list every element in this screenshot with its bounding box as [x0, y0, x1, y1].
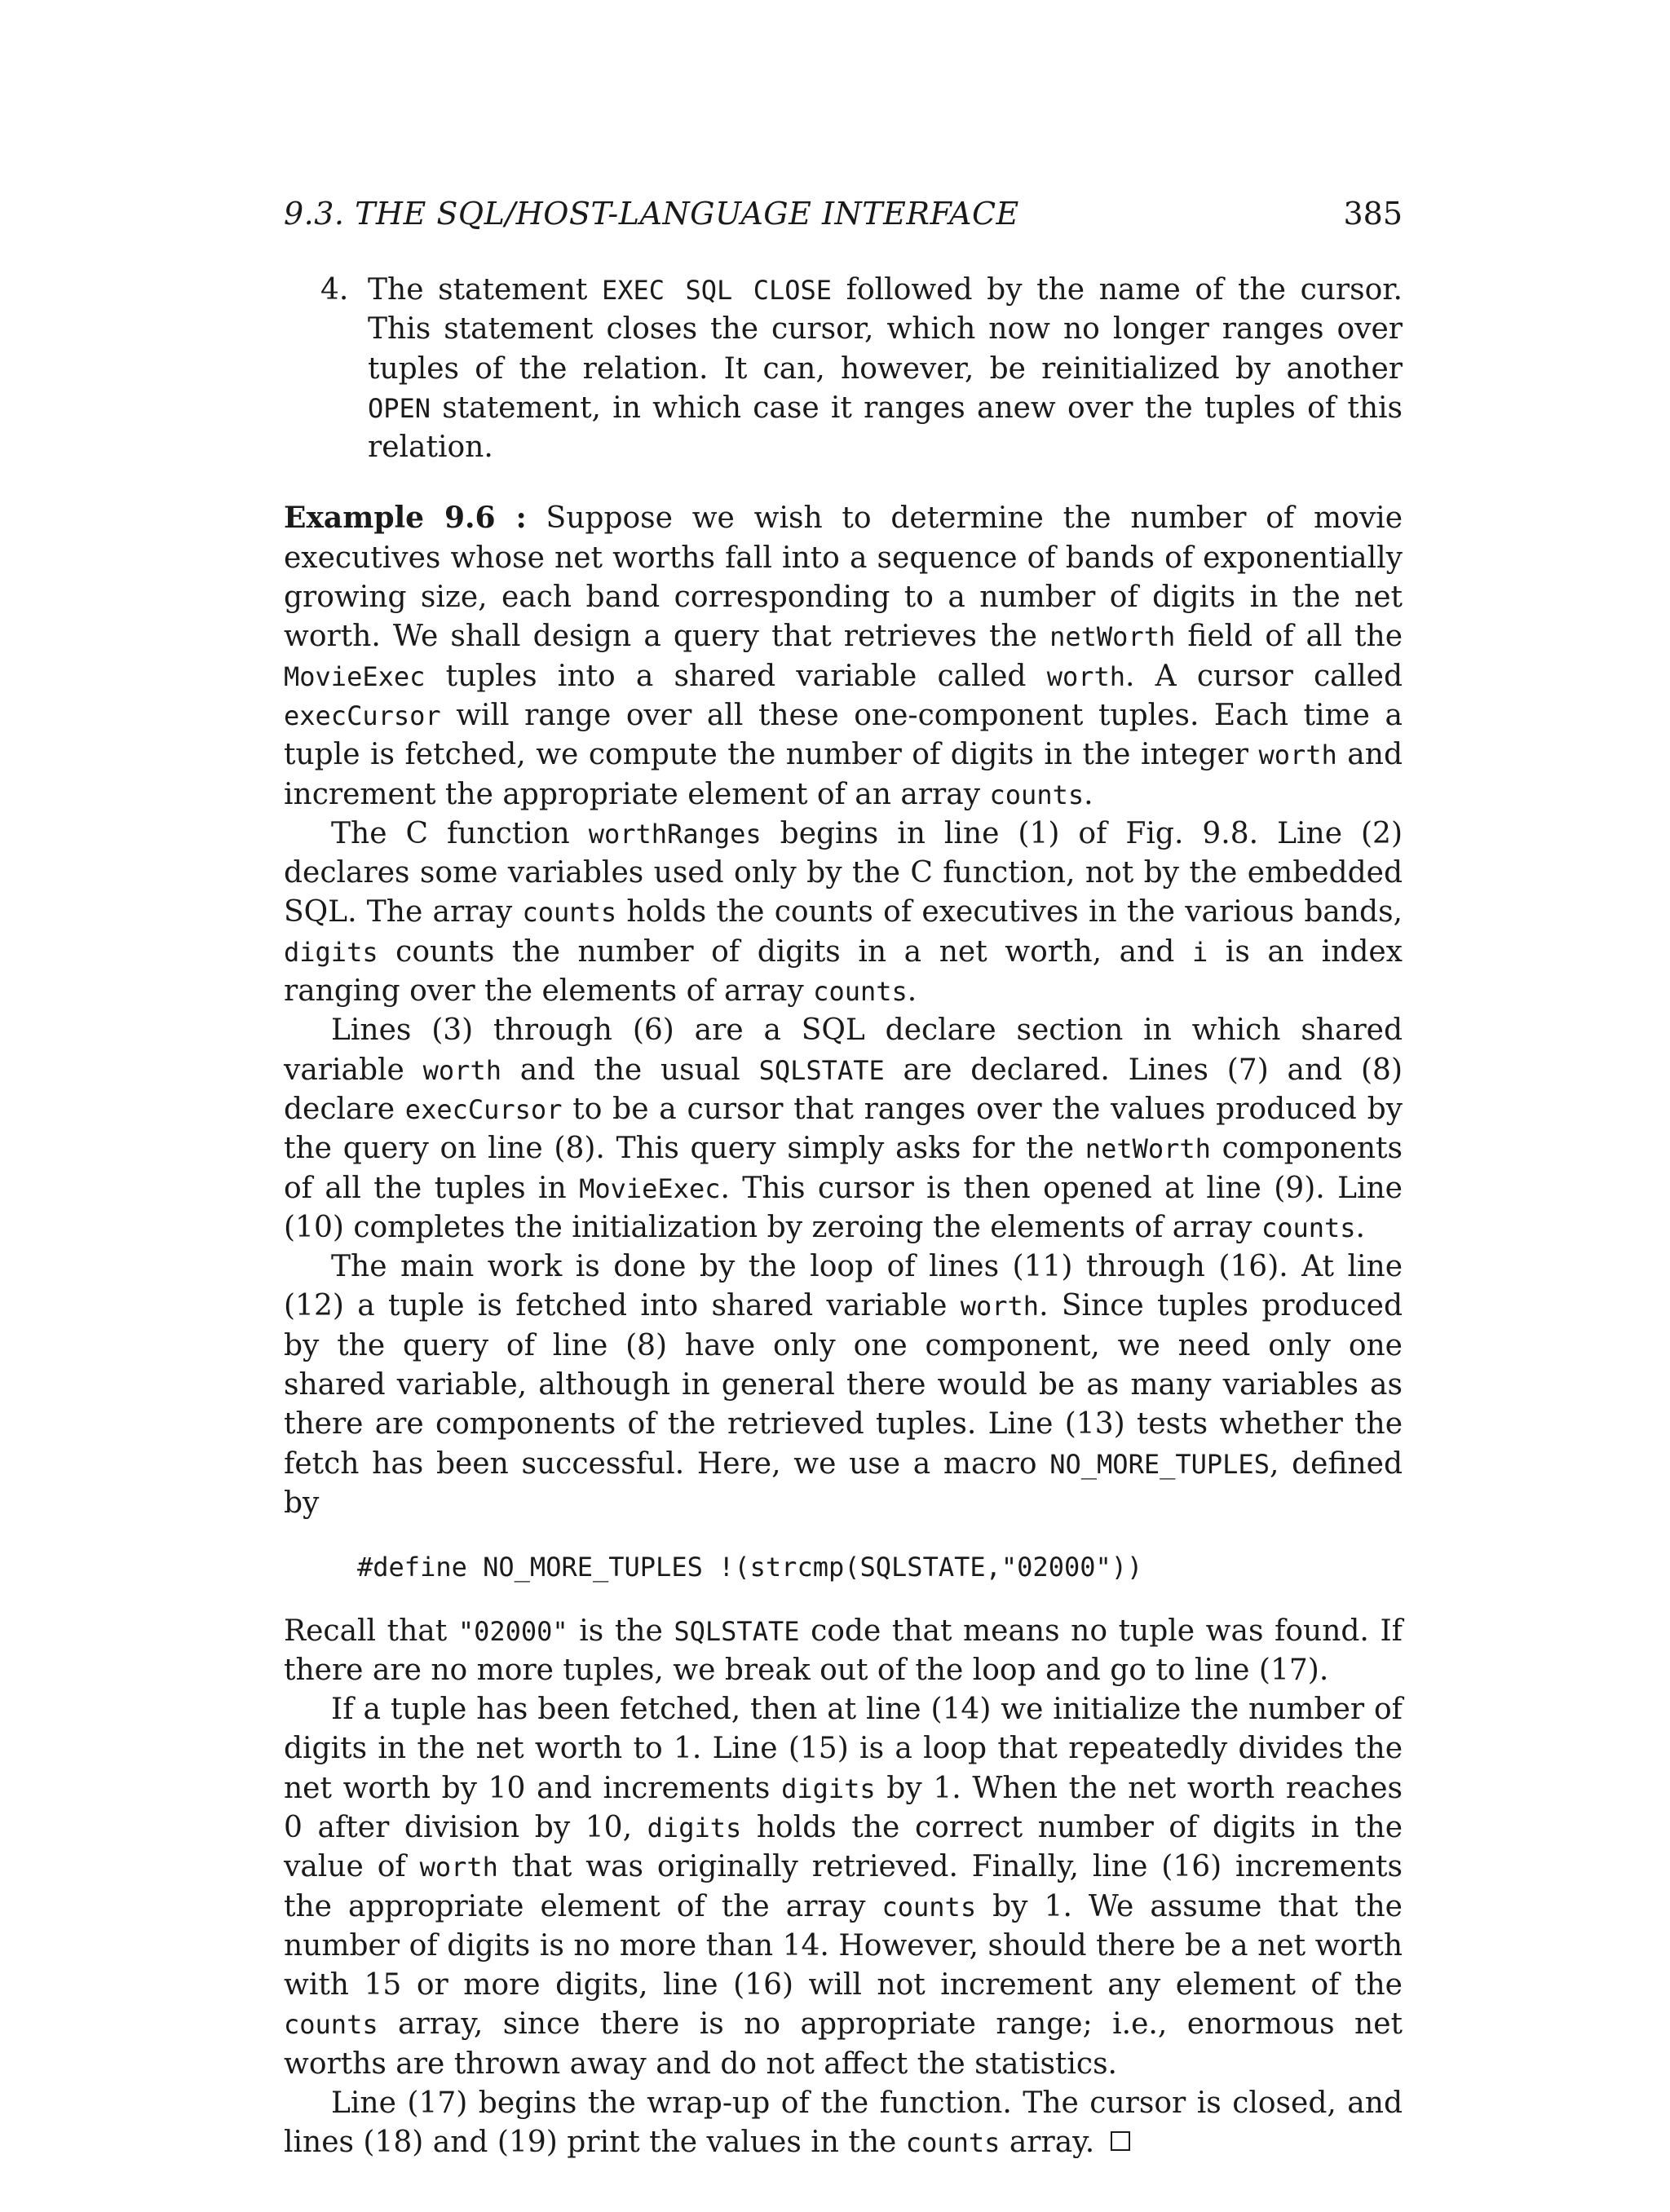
code-term: execCursor	[404, 1093, 563, 1125]
text-run: . Since tuples produced by the query of line (8) have only one component, we need only one shared variable, although in general there would be as many variables as there are components of the retrieved tuples. Line (13) tests whether the fetch has been successful. Here, we use a macro	[284, 1289, 1403, 1481]
text-run: is the	[568, 1614, 674, 1648]
list-item-4	[284, 271, 1403, 467]
text-run: Suppose we wish to determine the number of movie executives whose net worths fall into a sequence of bands of exponentially growing size, each band corresponding to a number of digits in the net worth. We shall design a query that retrieves the	[284, 501, 1403, 654]
code-term: digits	[284, 936, 378, 968]
text-run: tuples into a shared variable called	[425, 659, 1047, 693]
text-run: to be a cursor that ranges over the values produced by the query on line (8). This query simply asks for the	[284, 1092, 1403, 1166]
example-label: Example 9.6 :	[284, 501, 527, 536]
text-run: holds the correct number of digits in the value of	[284, 1810, 1403, 1884]
code-term: SQLSTATE	[674, 1615, 800, 1647]
text-run: , defined by	[284, 1446, 1403, 1520]
code-term: worth	[960, 1291, 1040, 1322]
text-run: is an index ranging over the elements of array	[284, 934, 1403, 1009]
code-term: SQLSTATE	[758, 1054, 885, 1086]
text-run: and increment the appropriate element of an array	[284, 738, 1403, 811]
code-term: worthRanges	[588, 818, 762, 850]
text-run: .	[907, 974, 917, 1009]
text-run: code that means no tuple was found. If there are no more tuples, we break out of the loop and go to line (17).	[284, 1614, 1403, 1687]
text-run: and the usual	[501, 1053, 759, 1087]
code-term: digits	[647, 1812, 742, 1843]
text-run: by 1. We assume that the number of digits is no more than 14. However, should there be a net worth with 15 or more digits, line (16) will not increment any element of the	[284, 1889, 1403, 2002]
text-run: array.	[1000, 2126, 1095, 2160]
code-term: OPEN	[368, 392, 431, 424]
text-run: will range over all these one-component tuples. Each time a tuple is fetched, we compute the number of digits in the integer	[284, 698, 1403, 772]
code-term: counts	[1261, 1212, 1356, 1243]
code-term: counts	[881, 1891, 977, 1923]
paragraph-tuple-fetched	[284, 1690, 1403, 2084]
code-term: worth	[419, 1852, 498, 1883]
text-run: The C function	[331, 816, 589, 850]
text-run: by 1. When the net worth reaches 0 after division by 10,	[284, 1771, 1403, 1844]
code-term: netWorth	[1049, 621, 1176, 653]
code-term: counts	[284, 2009, 378, 2041]
text-run: followed by the name of the cursor. This statement closes the cursor, which now no longer ranges over tuples of the relation. It can, however, be reinitialized by another	[368, 273, 1403, 386]
text-run: .	[1084, 777, 1093, 811]
text-run: The statement	[368, 273, 602, 307]
text-run: The main work is done by the loop of lines (11) through (16). At line (12) a tuple is fetched into shared variable	[284, 1250, 1403, 1323]
code-term: counts	[989, 779, 1085, 810]
paragraph-main-loop	[284, 1247, 1403, 1523]
text-run: statement, in which case it ranges anew over the tuples of this relation.	[368, 391, 1403, 465]
text-run: Recall that	[284, 1614, 458, 1648]
code-term: i	[1191, 936, 1208, 968]
code-term: execCursor	[284, 700, 441, 731]
code-term: netWorth	[1085, 1133, 1211, 1165]
text-run: Line (17) begins the wrap-up of the function. The cursor is closed, and lines (18) and (19) print the values in the	[284, 2086, 1403, 2160]
code-term: digits	[781, 1773, 876, 1804]
text-run: If a tuple has been fetched, then at line (14) we initialize the number of digits in the net worth to 1. Line (15) is a loop that repeatedly divides the net worth by 10 and increments	[284, 1693, 1403, 1805]
text-run: Lines (3) through (6) are a SQL declare section in which shared variable	[284, 1013, 1403, 1087]
running-head	[284, 196, 1403, 232]
paragraph-worth-ranges	[284, 815, 1403, 1011]
text-run: counts the number of digits in a net worth, and	[378, 934, 1192, 969]
code-term: "02000"	[457, 1615, 568, 1647]
code-term: worth	[1046, 660, 1126, 692]
code-term: counts	[522, 897, 617, 929]
code-term: counts	[905, 2127, 1001, 2159]
text-run: that was originally retrieved. Finally, line (16) increments the appropriate element of the array	[284, 1850, 1403, 1923]
page-number: 385	[1343, 196, 1403, 232]
code-term: worth	[422, 1054, 501, 1086]
paragraph-declare-section	[284, 1011, 1403, 1247]
example-paragraph	[284, 498, 1403, 814]
text-run: begins in line (1) of Fig. 9.8. Line (2) declares some variables used only by the C function, not by the embedded SQL. The array	[284, 816, 1403, 929]
text-run: . This cursor is then opened at line (9). Line (10) completes the initialization by zeroing the elements of array	[284, 1171, 1403, 1244]
text-run: field of all the	[1175, 620, 1403, 654]
text-run: array, since there is no appropriate range; i.e., enormous net worths are thrown away and do not affect the statistics.	[284, 2007, 1403, 2081]
paragraph-recall	[284, 1612, 1403, 1691]
text-run: components of all the tuples in	[284, 1132, 1403, 1205]
running-head-title: 9.3. THE SQL/HOST-LANGUAGE INTERFACE	[284, 196, 1019, 232]
code-block-define: #define NO_MORE_TUPLES !(strcmp(SQLSTATE,"02000"))	[357, 1552, 1143, 1583]
code-term: EXEC SQL CLOSE	[602, 275, 833, 306]
page-body	[284, 271, 1403, 2163]
text-run: are declared. Lines (7) and (8) declare	[284, 1053, 1403, 1126]
text-run: . A cursor called	[1125, 659, 1403, 693]
book-page	[284, 196, 1403, 2163]
code-term: worth	[1258, 740, 1337, 771]
code-term: MovieExec	[284, 660, 426, 692]
text-run: .	[1355, 1210, 1365, 1244]
text-run: holds the counts of executives in the various bands,	[616, 895, 1403, 929]
list-item-number: 4.	[320, 273, 349, 307]
code-term: counts	[813, 976, 908, 1008]
end-of-proof-icon	[1111, 2131, 1130, 2151]
paragraph-wrap-up	[284, 2084, 1403, 2163]
code-term: MovieExec	[579, 1172, 721, 1204]
code-term: NO_MORE_TUPLES	[1049, 1448, 1270, 1480]
